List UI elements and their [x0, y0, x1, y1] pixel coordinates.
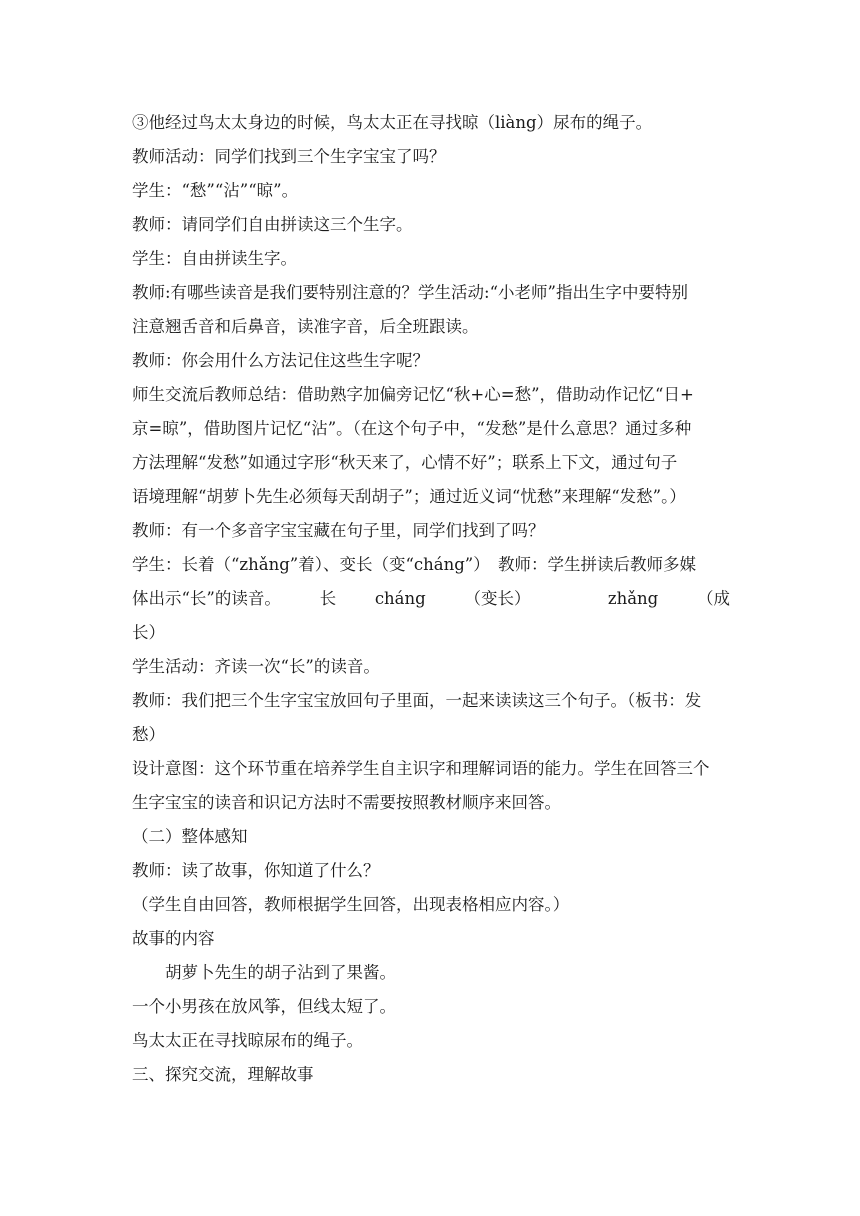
- text-line: 生字宝宝的读音和识记方法时不需要按照教材顺序来回答。: [132, 793, 561, 812]
- text-line: 教师:有哪些读音是我们要特别注意的？学生活动:“小老师”指出生字中要特别: [132, 283, 688, 302]
- text-segment: 长: [319, 589, 337, 608]
- text-line: 长）: [132, 623, 165, 642]
- text-line: 教师：读了故事，你知道了什么？: [132, 861, 380, 880]
- text-line: （学生自由回答，教师根据学生回答，出现表格相应内容。）: [132, 895, 570, 914]
- text-line: 教师：有一个多音字宝宝藏在句子里，同学们找到了吗？: [132, 521, 545, 540]
- text-segment: （变长）: [464, 589, 531, 608]
- text-line: 教师：我们把三个生字宝宝放回句子里面，一起来读读这三个句子。（板书：发: [132, 691, 702, 710]
- text-line: 注意翘舌音和后鼻音，读准字音，后全班跟读。: [132, 317, 479, 336]
- text-line: 愁）: [132, 725, 165, 744]
- text-line: 方法理解“发愁”如通过字形“秋天来了，心情不好”；联系上下文，通过句子: [132, 453, 678, 472]
- text-line: 京=晾”，借助图片记忆“沾”。（在这个句子中，“发愁”是什么意思？通过多种: [132, 419, 692, 438]
- text-segment: cháng: [374, 589, 426, 608]
- text-line: 学生：“愁”“沾”“晾”。: [132, 181, 299, 200]
- text-segment: zhǎng: [607, 589, 659, 608]
- text-line: 学生：长着（“zhǎng”着）、变长（变“cháng”） 教师：学生拼读后教师多媒: [132, 555, 696, 574]
- table-row: 胡萝卜先生的胡子沾到了果酱。: [165, 963, 396, 982]
- section-heading: （二）整体感知: [132, 827, 248, 846]
- text-line: 教师活动：同学们找到三个生字宝宝了吗？: [132, 147, 446, 166]
- text-line: 学生：自由拼读生字。: [132, 249, 297, 268]
- text-segment: 体出示“长”的读音。: [132, 589, 281, 608]
- table-row: 一个小男孩在放风筝，但线太短了。: [132, 997, 396, 1016]
- table-heading: 故事的内容: [132, 929, 215, 948]
- section-heading: 三、探究交流，理解故事: [132, 1065, 314, 1084]
- text-line: 教师：请同学们自由拼读这三个生字。: [132, 215, 413, 234]
- text-line: ③他经过鸟太太身边的时候，鸟太太正在寻找晾（liàng）尿布的绳子。: [132, 113, 653, 132]
- text-line-spaced: [132, 582, 730, 616]
- text-line: 学生活动：齐读一次“长”的读音。: [132, 657, 380, 676]
- text-line: 语境理解“胡萝卜先生必须每天刮胡子”；通过近义词“忧愁”来理解“发愁”。）: [132, 487, 686, 506]
- text-line: 教师：你会用什么方法记住这些生字呢？: [132, 351, 429, 370]
- table-row: 鸟太太正在寻找晾尿布的绳子。: [132, 1031, 363, 1050]
- text-line: 师生交流后教师总结：借助熟字加偏旁记忆“秋+心=愁”，借助动作记忆“日+: [132, 385, 694, 404]
- text-line: 设计意图：这个环节重在培养学生自主识字和理解词语的能力。学生在回答三个: [132, 759, 710, 778]
- text-segment: （成: [696, 589, 730, 608]
- document-page: [132, 106, 730, 1092]
